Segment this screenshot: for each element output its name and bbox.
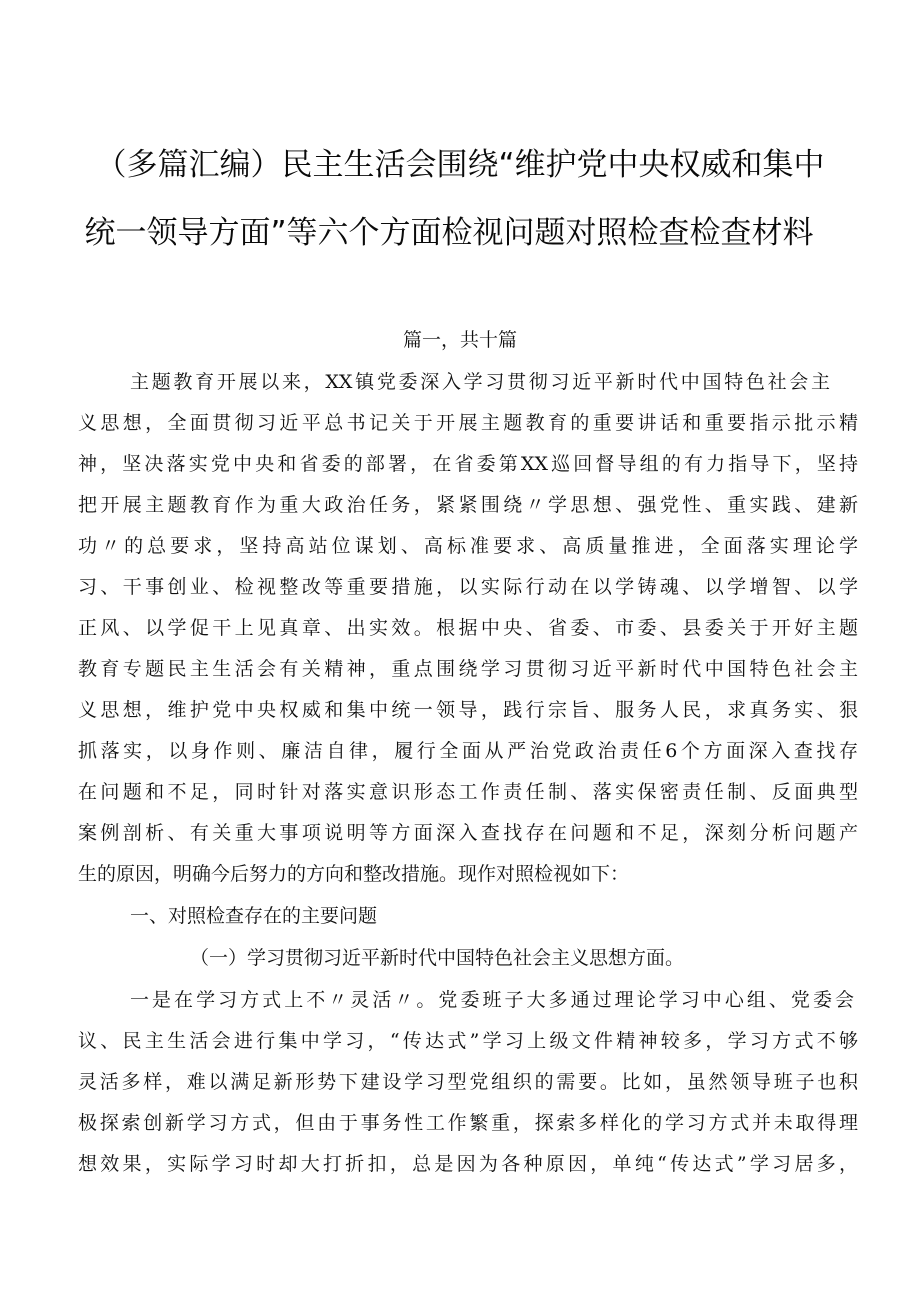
paragraph-line: 灵活多样，难以满足新形势下建设学习型党组织的需要。比如，虽然领导班子也积 bbox=[78, 1071, 858, 1093]
article-subheading: 篇一，共十篇 bbox=[402, 329, 517, 351]
document-title-line-1: （多篇汇编）民主生活会围绕“维护党中央权威和集中 bbox=[95, 147, 825, 183]
section-heading: 一、对照检查存在的主要问题 bbox=[130, 905, 378, 927]
paragraph-line: 抓落实，以身作则、廉洁自律，履行全面从严治党政治责任6个方面深入查找存 bbox=[78, 740, 858, 762]
paragraph-line: 议、民主生活会进行集中学习，“传达式”学习上级文件精神较多，学习方式不够 bbox=[78, 1030, 858, 1052]
paragraph-line: 在问题和不足，同时针对落实意识形态工作责任制、落实保密责任制、反面典型 bbox=[78, 781, 858, 803]
paragraph-line: 功〃的总要求，坚持高站位谋划、高标准要求、高质量推进，全面落实理论学 bbox=[78, 535, 858, 557]
subsection-heading: （一）学习贯彻习近平新时代中国特色社会主义思想方面。 bbox=[190, 947, 685, 969]
paragraph-line: 习、干事创业、检视整改等重要措施，以实际行动在以学铸魂、以学增智、以学 bbox=[78, 576, 858, 598]
paragraph-line: 想效果，实际学习时却大打折扣，总是因为各种原因，单纯“传达式”学习居多， bbox=[78, 1153, 858, 1175]
paragraph-line: 义思想，全面贯彻习近平总书记关于开展主题教育的重要讲话和重要指示批示精 bbox=[78, 412, 858, 434]
paragraph-line: 主题教育开展以来，XX镇党委深入学习贯彻习近平新时代中国特色社会主 bbox=[130, 371, 830, 393]
document-title-line-2: 统一领导方面”等六个方面检视问题对照检查检查材料 bbox=[84, 215, 814, 251]
paragraph-line: 生的原因，明确今后努力的方向和整改措施。现作对照检视如下： bbox=[78, 863, 630, 885]
paragraph-line: 教育专题民主生活会有关精神，重点围绕学习贯彻习近平新时代中国特色社会主 bbox=[78, 658, 858, 680]
paragraph-line: 把开展主题教育作为重大政治任务，紧紧围绕〃学思想、强党性、重实践、建新 bbox=[78, 494, 858, 516]
paragraph-line: 神，坚决落实党中央和省委的部署，在省委第XX巡回督导组的有力指导下，坚持 bbox=[78, 453, 858, 475]
paragraph-line: 案例剖析、有关重大事项说明等方面深入查找存在问题和不足，深刻分析问题产 bbox=[78, 822, 858, 844]
paragraph-line: 一是在学习方式上不〃灵活〃。党委班子大多通过理论学习中心组、党委会 bbox=[130, 989, 854, 1011]
paragraph-line: 极探索创新学习方式，但由于事务性工作繁重，探索多样化的学习方式并未取得理 bbox=[78, 1112, 858, 1134]
paragraph-line: 义思想，维护党中央权威和集中统一领导，践行宗旨、服务人民，求真务实、狠 bbox=[78, 699, 858, 721]
paragraph-line: 正风、以学促干上见真章、出实效。根据中央、省委、市委、县委关于开好主题 bbox=[78, 617, 858, 639]
